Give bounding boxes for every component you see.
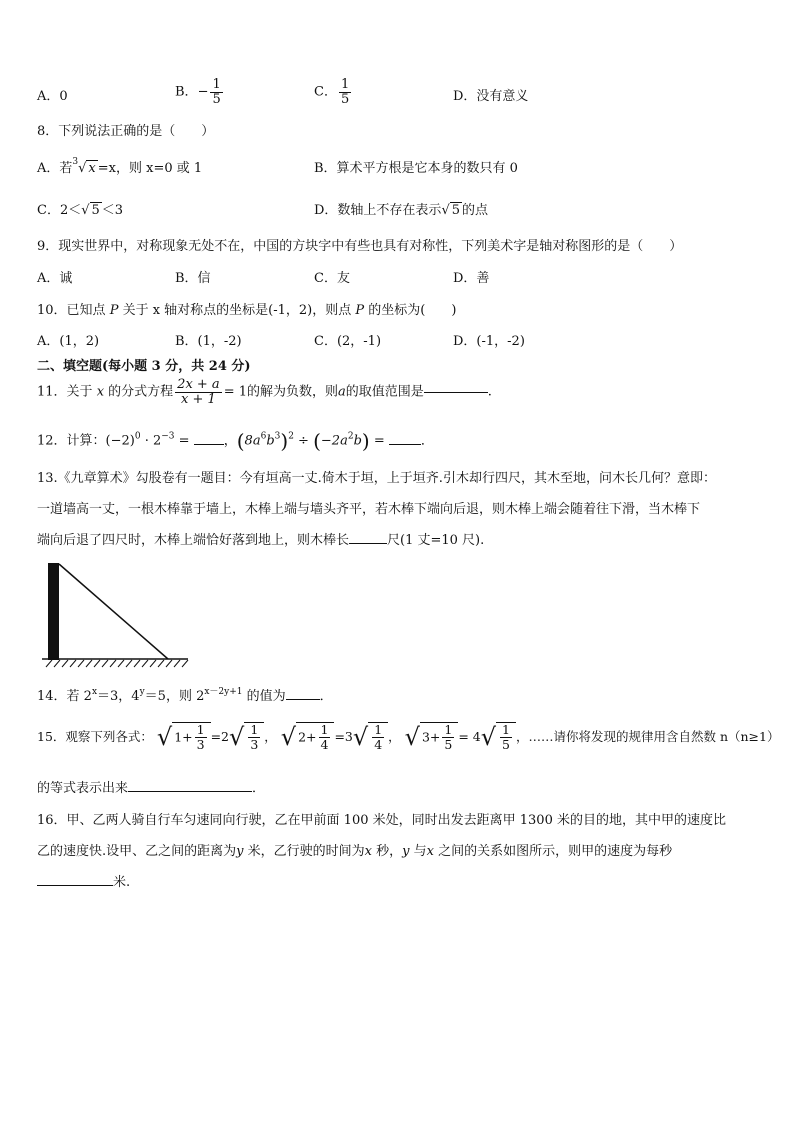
- q7-option-b: B．− $\frac{1}{5}$: [175, 77, 221, 107]
- q13-line3: 端向后退了四尺时，木棒上端恰好落到地上，则木棒长 尺(1 丈=10 尺).: [37, 533, 485, 548]
- q10-option-a: A．(1，2): [37, 334, 100, 349]
- q13-line1: 13.《九章算术》勾股卷有一题目：今有垣高一丈.倚木于垣，上于垣齐.引木却行四尺，其木至地，问木长几何？意即：: [37, 471, 716, 486]
- radical: 1+ $\frac{1}{3}$: [172, 722, 210, 752]
- answer-blank[interactable]: [194, 444, 224, 445]
- q15-line1: 15．观察下列各式： √ 1+ $\frac{1}{3}$ =2√ $\frac{1}{3}$ ， √ 2+ $\frac{1}{4}$ =3√ $\frac{1}{4}$ ， √ 3+ $\frac{1}{5}$ = 4√ $\frac{1}{5}$ ，……请你将发现的规律用含自然数 n（n≥1）: [37, 722, 780, 752]
- ground-hatching: [46, 660, 188, 667]
- wall: [48, 563, 59, 660]
- q16-line3: 米.: [37, 874, 130, 892]
- fraction: $\frac{1}{5}$: [340, 77, 350, 107]
- radical: 3+ $\frac{1}{5}$: [420, 722, 458, 752]
- wall-stick-figure: [40, 560, 190, 670]
- q9-option-d: D．善: [453, 271, 490, 286]
- q15-line2: 的等式表示出来 ．: [37, 781, 266, 796]
- answer-blank[interactable]: [424, 392, 488, 393]
- q13-line2: 一道墙高一丈，一根木棒靠于墙上，木棒上端与墙头齐平，若木棒下端向后退，则木棒上端会随着往下滑，当木棒下: [37, 502, 701, 517]
- radical: 2+ $\frac{1}{4}$: [296, 722, 334, 752]
- q10-option-c: C．(2，-1): [314, 334, 382, 349]
- q8-option-b: B．算术平方根是它本身的数只有 0: [314, 161, 518, 176]
- answer-blank[interactable]: [349, 543, 387, 544]
- q9-option-a: A．诚: [37, 271, 73, 286]
- q9-option-b: B．信: [175, 271, 211, 286]
- q16-line1: 16．甲、乙两人骑自行车匀速同向行驶，乙在甲前面 100 米处，同时出发去距离甲 1300 米的目的地，其中甲的速度比: [37, 813, 726, 828]
- answer-blank[interactable]: [37, 885, 113, 886]
- answer-blank[interactable]: [128, 791, 252, 792]
- q7-option-c: C． $\frac{1}{5}$: [314, 77, 350, 107]
- q8-option-d: D．数轴上不存在表示√ 5 的点: [314, 203, 489, 218]
- q10-option-b: B．(1，-2): [175, 334, 242, 349]
- q11: 11．关于 x 的分式方程 $\frac{2x + a}{x + 1}$ = 1的解为负数，则a的取值范围是 .: [37, 377, 492, 407]
- answer-blank[interactable]: [389, 444, 421, 445]
- q9-option-c: C．友: [314, 271, 350, 286]
- fraction: $\frac{1}{5}$: [212, 77, 221, 107]
- q14: 14．若 $2^x=3$，$4^y=5$，则 $2^{x-2y+1}$ 的值为 ．: [37, 687, 333, 704]
- q9-stem: 9．现实世界中，对称现象无处不在，中国的方块字中有些也具有对称性，下列美术字是轴对称图形的是（ ）: [37, 239, 683, 254]
- q12: 12．计算：$(-2)^0 \cdot 2^{-3}$ = ，$(8a^6b^3)^2 \div (-2a^2b)$ = ．: [37, 429, 434, 453]
- section-title: 二、填空题(每小题 3 分，共 24 分): [37, 359, 251, 374]
- stick: [59, 564, 168, 659]
- q10-option-d: D．(-1，-2): [453, 334, 525, 349]
- fraction: $\frac{2x + a}{x + 1}$: [177, 377, 220, 407]
- q7-option-a: A．0: [37, 89, 68, 104]
- q16-line2: 乙的速度快.设甲、乙之间的距离为y 米，乙行驶的时间为x 秒，y 与x 之间的关系如图所示，则甲的速度为每秒: [37, 844, 673, 859]
- q8-option-a: A．若$^3$√ x =x，则 x=0 或 1: [37, 157, 203, 176]
- q10-stem: 10．已知点 P 关于 x 轴对称点的坐标是(-1，2)，则点 P 的坐标为( ): [37, 303, 457, 318]
- q8-stem: 8．下列说法正确的是（ ）: [37, 124, 215, 139]
- q7-option-d: D．没有意义: [453, 89, 529, 104]
- q8-option-c: C．2＜√ 5 ＜3: [37, 203, 124, 218]
- answer-blank[interactable]: [286, 699, 320, 700]
